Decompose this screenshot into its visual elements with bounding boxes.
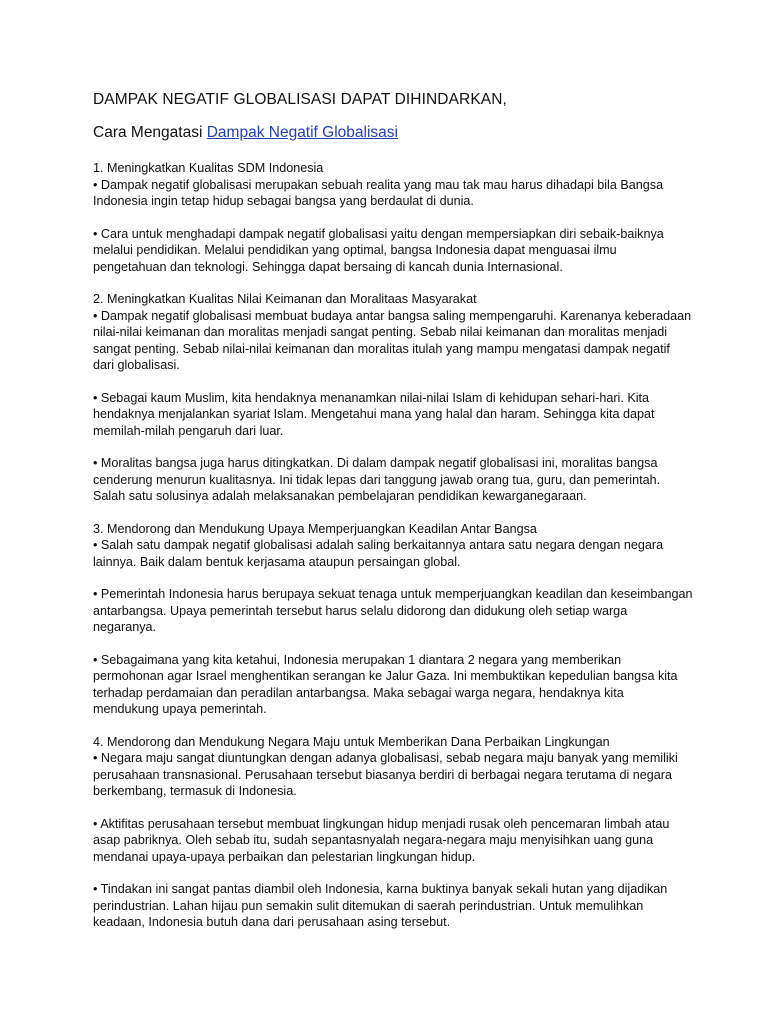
subtitle-prefix: Cara Mengatasi (93, 124, 207, 141)
section-paragraph: • Dampak negatif globalisasi merupakan sebuah realita yang mau tak mau harus dihadapi bila Bangsa Indonesia ingin tetap hidup sebagai bangsa yang berdaulat di dunia. (93, 177, 664, 208)
section-paragraph: • Tindakan ini sangat pantas diambil oleh Indonesia, karna buktinya banyak sekali hutan yang dijadikan perindustrian. Lahan hijau pun semakin sulit ditemukan di saerah perindustrian. Untuk memulihkan keadaan, Indonesia butuh dana dari perusahaan asing tersebut. (93, 882, 668, 929)
section-paragraph: • Negara maju sangat diuntungkan dengan adanya globalisasi, sebab negara maju banyak yang memiliki perusahaan transnasional. Perusahaan tersebut biasanya berdiri di berbagai negara terutama di negara berkembang, termasuk di Indonesia. (93, 751, 678, 798)
section-heading: 2. Meningkatkan Kualitas Nilai Keimanan dan Moralitaas Masyarakat (93, 292, 477, 306)
section-heading: 4. Mendorong dan Mendukung Negara Maju untuk Memberikan Dana Perbaikan Lingkungan (93, 734, 610, 749)
section-paragraph: • Moralitas bangsa juga harus ditingkatkan. Di dalam dampak negatif globalisasi ini, moralitas bangsa cenderung menurun kualitasnya. Ini tidak lepas dari tanggung jawab orang tua, guru, dan pemerintah. Salah satu solusinya adalah melaksanakan pembelajaran pendidikan kewarganegaraan. (93, 456, 661, 503)
section-paragraph: • Salah satu dampak negatif globalisasi adalah saling berkaitannya antara satu negara dengan negara lainnya. Baik dalam bentuk kerjasama ataupun persaingan global. (93, 538, 664, 569)
section-paragraph: • Pemerintah Indonesia harus berupaya sekuat tenaga untuk memperjuangkan keadilan dan keseimbangan antarbangsa. Upaya pemerintah tersebut harus selalu didorong dan didukung oleh setiap warga negaranya. (93, 587, 693, 634)
section-3 (93, 521, 693, 718)
document-subtitle (93, 123, 693, 143)
document-title: DAMPAK NEGATIF GLOBALISASI DAPAT DIHINDARKAN, (93, 91, 507, 108)
section-paragraph: • Sebagai kaum Muslim, kita hendaknya menanamkan nilai-nilai Islam di kehidupan sehari-hari. Kita hendaknya menjalankan syariat Islam. Mengetahui mana yang halal dan haram. Sehingga kita dapat memilah-milah pengaruh dari luar. (93, 390, 655, 438)
section-4 (93, 734, 693, 931)
section-paragraph: • Aktifitas perusahaan tersebut membuat lingkungan hidup menjadi rusak oleh pencemaran limbah atau asap pabriknya. Oleh sebab itu, sudah sepantasnyalah negara-negara maju menyisihkan uang guna mendanai upaya-upaya perbaikan dan pelestarian lingkungan hidup. (93, 816, 670, 864)
section-heading: 1. Meningkatkan Kualitas SDM Indonesia (93, 161, 324, 175)
document-content (93, 90, 693, 931)
section-1 (93, 160, 693, 275)
section-paragraph: • Sebagaimana yang kita ketahui, Indonesia merupakan 1 diantara 2 negara yang memberikan permohonan agar Israel menghentikan serangan ke Jalur Gaza. Ini membuktikan kepedulian bangsa kita terhadap perdamaian dan peradilan antarbangsa. Maka sebagai warga negara, hendaknya kita mendukung upaya pemerintah. (93, 652, 678, 716)
section-paragraph: • Cara untuk menghadapi dampak negatif globalisasi yaitu dengan mempersiapkan diri sebaik-baiknya melalui pendidikan. Melalui pendidikan yang optimal, bangsa Indonesia dapat menguasai ilmu pengetahuan dan teknologi. Sehingga dapat bersaing di kancah dunia Internasional. (93, 226, 664, 274)
section-paragraph: • Dampak negatif globalisasi membuat budaya antar bangsa saling mempengaruhi. Karenanya keberadaan nilai-nilai keimanan dan moralitas menjadi sangat penting. Sebab nilai keimanan dan moralitas menjadi sangat penting. Sebab nilai-nilai keimanan dan moralitas itulah yang mampu mengatasi dampak negatif dari globalisasi. (93, 308, 692, 372)
section-heading: 3. Mendorong dan Mendukung Upaya Memperjuangkan Keadilan Antar Bangsa (93, 521, 537, 536)
section-2 (93, 291, 693, 505)
subtitle-link[interactable]: Dampak Negatif Globalisasi (206, 124, 398, 141)
